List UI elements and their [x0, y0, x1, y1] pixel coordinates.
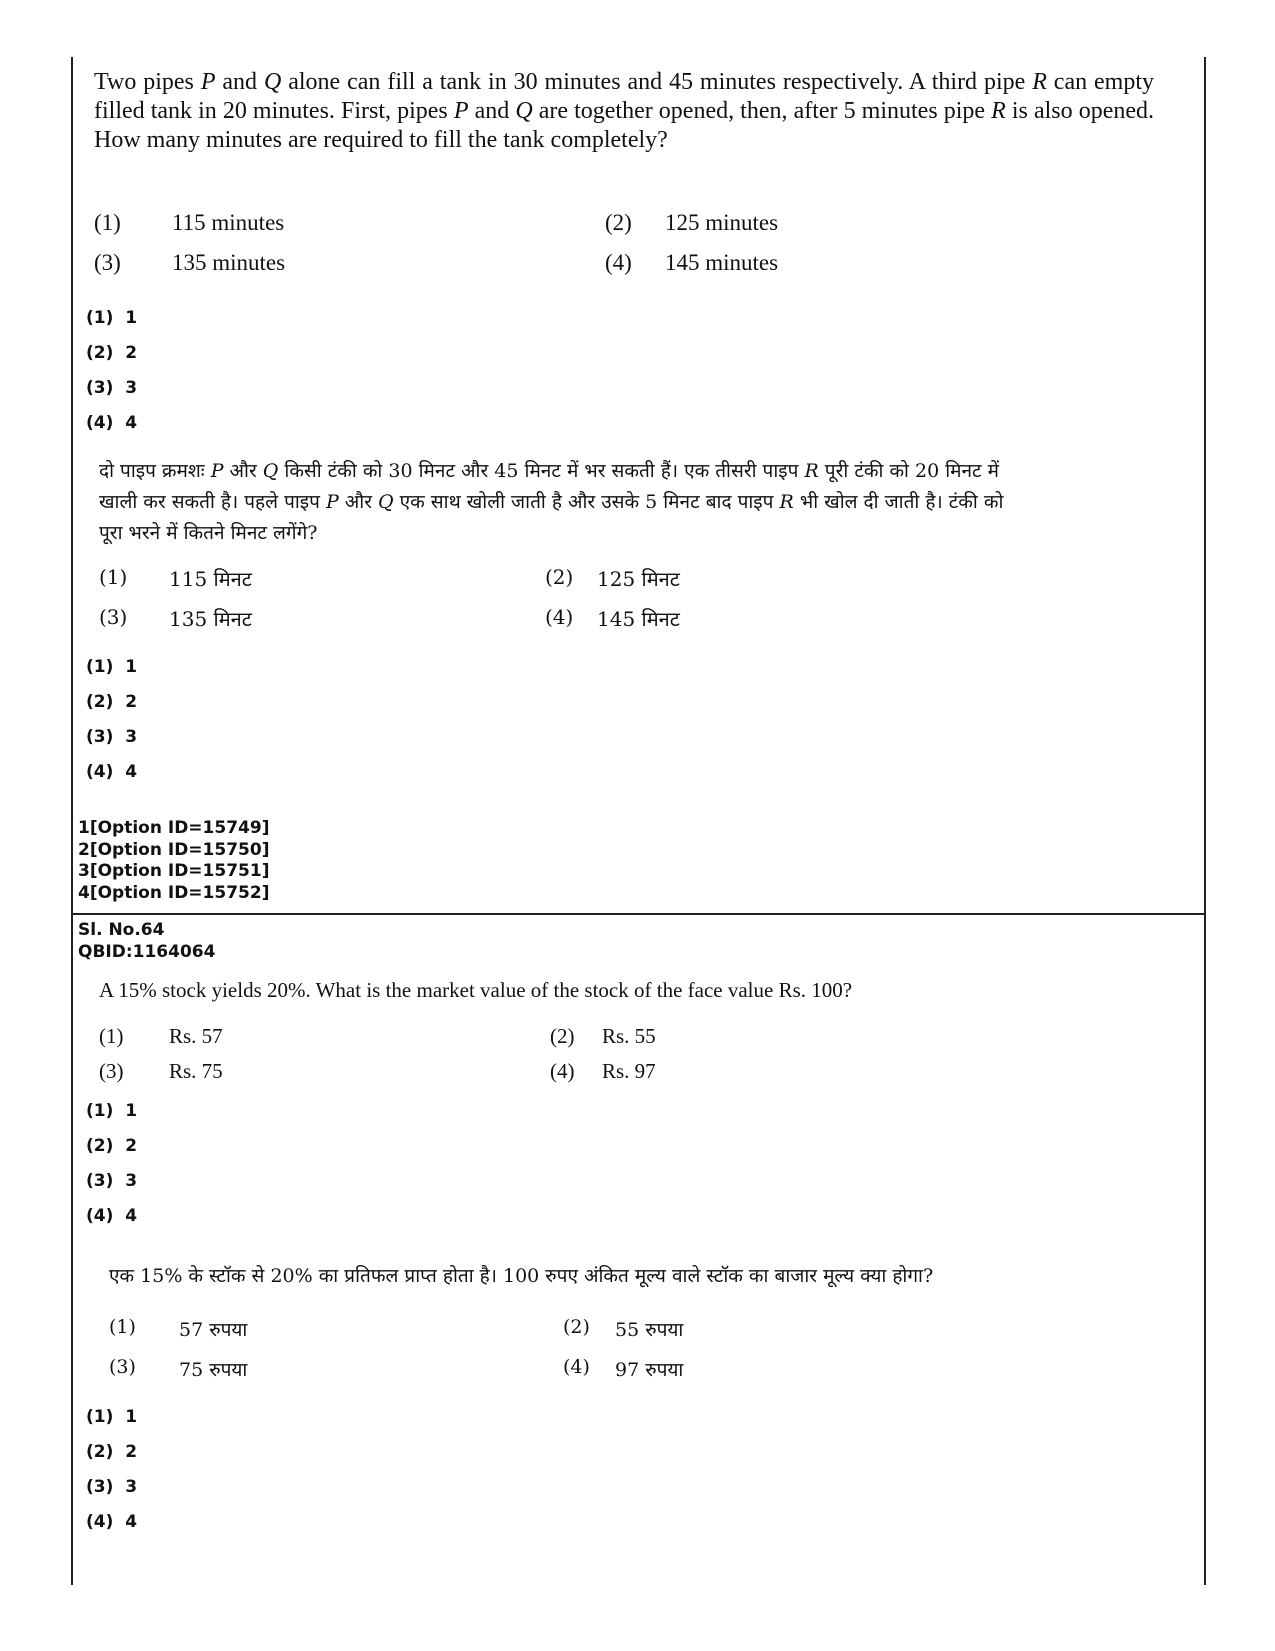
answer-choice[interactable]: (4) 4: [86, 762, 138, 782]
option: (1) Rs. 57: [99, 1024, 223, 1048]
question-separator: [71, 913, 1206, 915]
q63-option-ids: [78, 818, 269, 904]
answer-choice[interactable]: (3) 3: [86, 727, 138, 747]
answer-choice[interactable]: (2) 2: [86, 343, 138, 363]
answer-choice[interactable]: (4) 4: [86, 1206, 138, 1226]
answer-choice[interactable]: (3) 3: [86, 1171, 138, 1191]
answer-choice[interactable]: (1) 1: [86, 1101, 138, 1121]
option: (4) 145 मिनट: [545, 605, 680, 631]
answer-choice[interactable]: (3) 3: [86, 378, 138, 398]
option-id: 1[Option ID=15749]: [78, 818, 270, 838]
option: (4) Rs. 97: [550, 1059, 656, 1083]
option: (4) 145 minutes: [605, 250, 779, 275]
q64-question-en: A 15% stock yields 20%. What is the market value of the stock of the face value Rs. 100?: [99, 978, 853, 1002]
option: (2) 125 minutes: [605, 210, 779, 235]
q63-question-en: Two pipes P and Q alone can fill a tank in 30 minutes and 45 minutes respectively. A third pipe R can empty filled tank in 20 minutes. First, pipes P and Q are together opened, then, after 5 minutes pipe R is also opened. How many minutes are required to fill the tank completely?: [94, 69, 1155, 153]
option-id: 4[Option ID=15752]: [78, 882, 270, 903]
answer-choice[interactable]: (2) 2: [86, 1442, 138, 1462]
answer-choice[interactable]: (1) 1: [86, 657, 138, 677]
option: (2) 55 रुपया: [563, 1316, 684, 1341]
option: (1) 115 मिनट: [99, 565, 252, 591]
option: (2) Rs. 55: [550, 1024, 656, 1048]
option-id: 3[Option ID=15751]: [78, 861, 270, 881]
option: (3) Rs. 75: [99, 1059, 223, 1083]
qbid: QBID:1164064: [78, 941, 216, 962]
option: (3) 75 रुपया: [109, 1356, 248, 1381]
answer-choice[interactable]: (1) 1: [86, 308, 138, 328]
q64-question-hi: एक 15% के स्टॉक से 20% का प्रतिफल प्राप्त होता है। 100 रुपए अंकित मूल्य वाले स्टॉक का बाजार मूल्य क्या होगा?: [109, 1265, 934, 1287]
answer-choice[interactable]: (2) 2: [86, 692, 138, 712]
q64-answer-list-hi: [86, 1400, 137, 1540]
answer-choice[interactable]: (1) 1: [86, 1407, 138, 1427]
answer-choice[interactable]: (3) 3: [86, 1477, 138, 1497]
q63-answer-list-en: [86, 301, 137, 441]
q63-answer-list-hi: [86, 650, 137, 790]
q64-answer-list-en: [86, 1094, 137, 1234]
q64-header: [78, 920, 215, 963]
option: (2) 125 मिनट: [545, 565, 680, 591]
option: (3) 135 minutes: [94, 250, 286, 275]
option-id: 2[Option ID=15750]: [78, 839, 270, 860]
option: (1) 115 minutes: [94, 210, 285, 235]
option: (1) 57 रुपया: [109, 1316, 248, 1341]
answer-choice[interactable]: (4) 4: [86, 1512, 138, 1532]
option: (3) 135 मिनट: [99, 605, 252, 631]
answer-choice[interactable]: (2) 2: [86, 1136, 138, 1156]
option: (4) 97 रुपया: [563, 1356, 684, 1381]
answer-choice[interactable]: (4) 4: [86, 413, 138, 433]
q63-question-hi: दो पाइप क्रमशः P और Q किसी टंकी को 30 मिनट और 45 मिनट में भर सकती हैं। एक तीसरी पाइप R पूरी टंकी को 20 मिनट में खाली कर सकती है। पहले पाइप P और Q एक साथ खोली जाती है और उसके 5 मिनट बाद पाइप R भी खोल दी जाती है। टंकी को पूरा भरने में कितने मिनट लगेंगे?: [99, 460, 1004, 544]
serial-number: Sl. No.64: [78, 920, 165, 940]
